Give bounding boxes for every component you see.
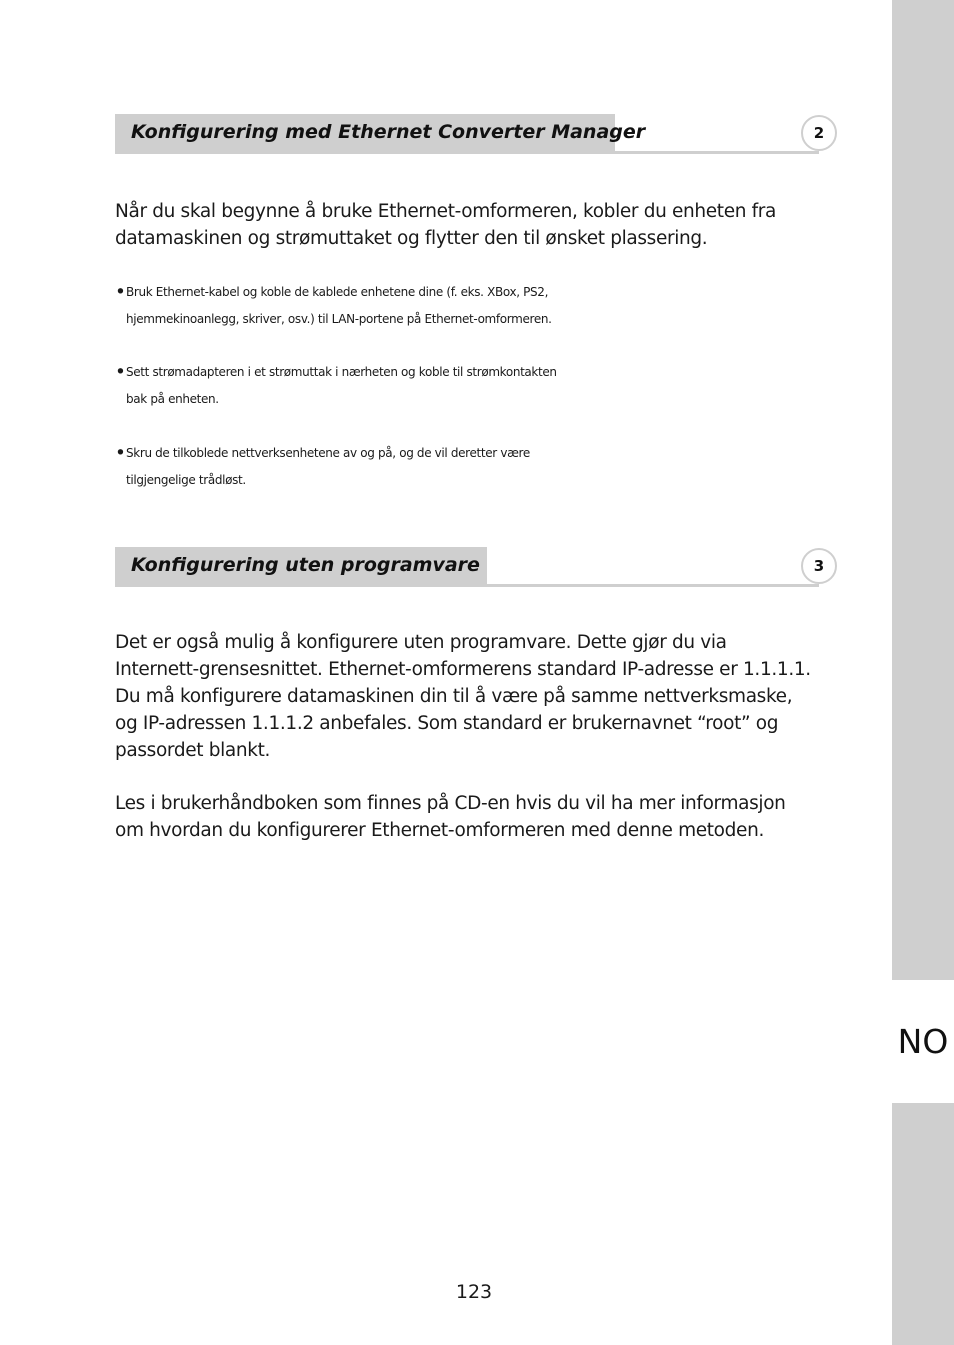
text-line: Bruk Ethernet-kabel og koble de kablede enhetene dine (f. eks. XBox, PS2, <box>126 285 549 299</box>
text-line: bak på enheten. <box>126 392 219 406</box>
bullet-item <box>115 359 835 413</box>
sidebar-band-bottom <box>892 1103 954 1345</box>
step-badge: 2 <box>801 115 837 151</box>
section-header-3 <box>115 547 837 587</box>
body-paragraph <box>115 629 835 764</box>
bullet-marker: • <box>115 443 126 464</box>
text-line: Internett-grensesnittet. Ethernet-omformerens standard IP-adresse er 1.1.1.1. <box>115 659 811 680</box>
bullet-item <box>115 279 835 333</box>
section-title: Konfigurering med Ethernet Converter Manager <box>115 114 615 151</box>
bullet-item <box>115 440 835 494</box>
language-tab: NO <box>897 1022 949 1061</box>
text-line: Det er også mulig å konfigurere uten programvare. Dette gjør du via <box>115 632 727 653</box>
section-header-2 <box>115 114 837 154</box>
text-line: passordet blankt. <box>115 740 271 761</box>
sidebar-band-top <box>892 0 954 980</box>
bullet-marker: • <box>115 282 126 303</box>
text-line: om hvordan du konfigurerer Ethernet-omformeren med denne metoden. <box>115 820 764 841</box>
text-line: Les i brukerhåndboken som finnes på CD-en hvis du vil ha mer informasjon <box>115 793 786 814</box>
page-number: 123 <box>455 1281 493 1303</box>
header-rule <box>115 151 819 154</box>
bullet-marker: • <box>115 362 126 383</box>
body-paragraph <box>115 790 835 844</box>
text-line: Skru de tilkoblede nettverksenhetene av og på, og de vil deretter være <box>126 446 530 460</box>
text-line: datamaskinen og strømuttaket og flytter den til ønsket plassering. <box>115 228 708 249</box>
header-rule <box>115 584 819 587</box>
step-badge: 3 <box>801 548 837 584</box>
text-line: Når du skal begynne å bruke Ethernet-omformeren, kobler du enheten fra <box>115 201 777 222</box>
section-title: Konfigurering uten programvare <box>115 547 487 584</box>
text-line: Du må konfigurere datamaskinen din til å være på samme nettverksmaske, <box>115 686 793 707</box>
text-line: tilgjengelige trådløst. <box>126 473 246 487</box>
text-line: Sett strømadapteren i et strømuttak i nærheten og koble til strømkontakten <box>126 365 557 379</box>
text-line: og IP-adressen 1.1.1.2 anbefales. Som standard er brukernavnet “root” og <box>115 713 779 734</box>
intro-paragraph <box>115 198 835 252</box>
text-line: hjemmekinoanlegg, skriver, osv.) til LAN-portene på Ethernet-omformeren. <box>126 312 552 326</box>
